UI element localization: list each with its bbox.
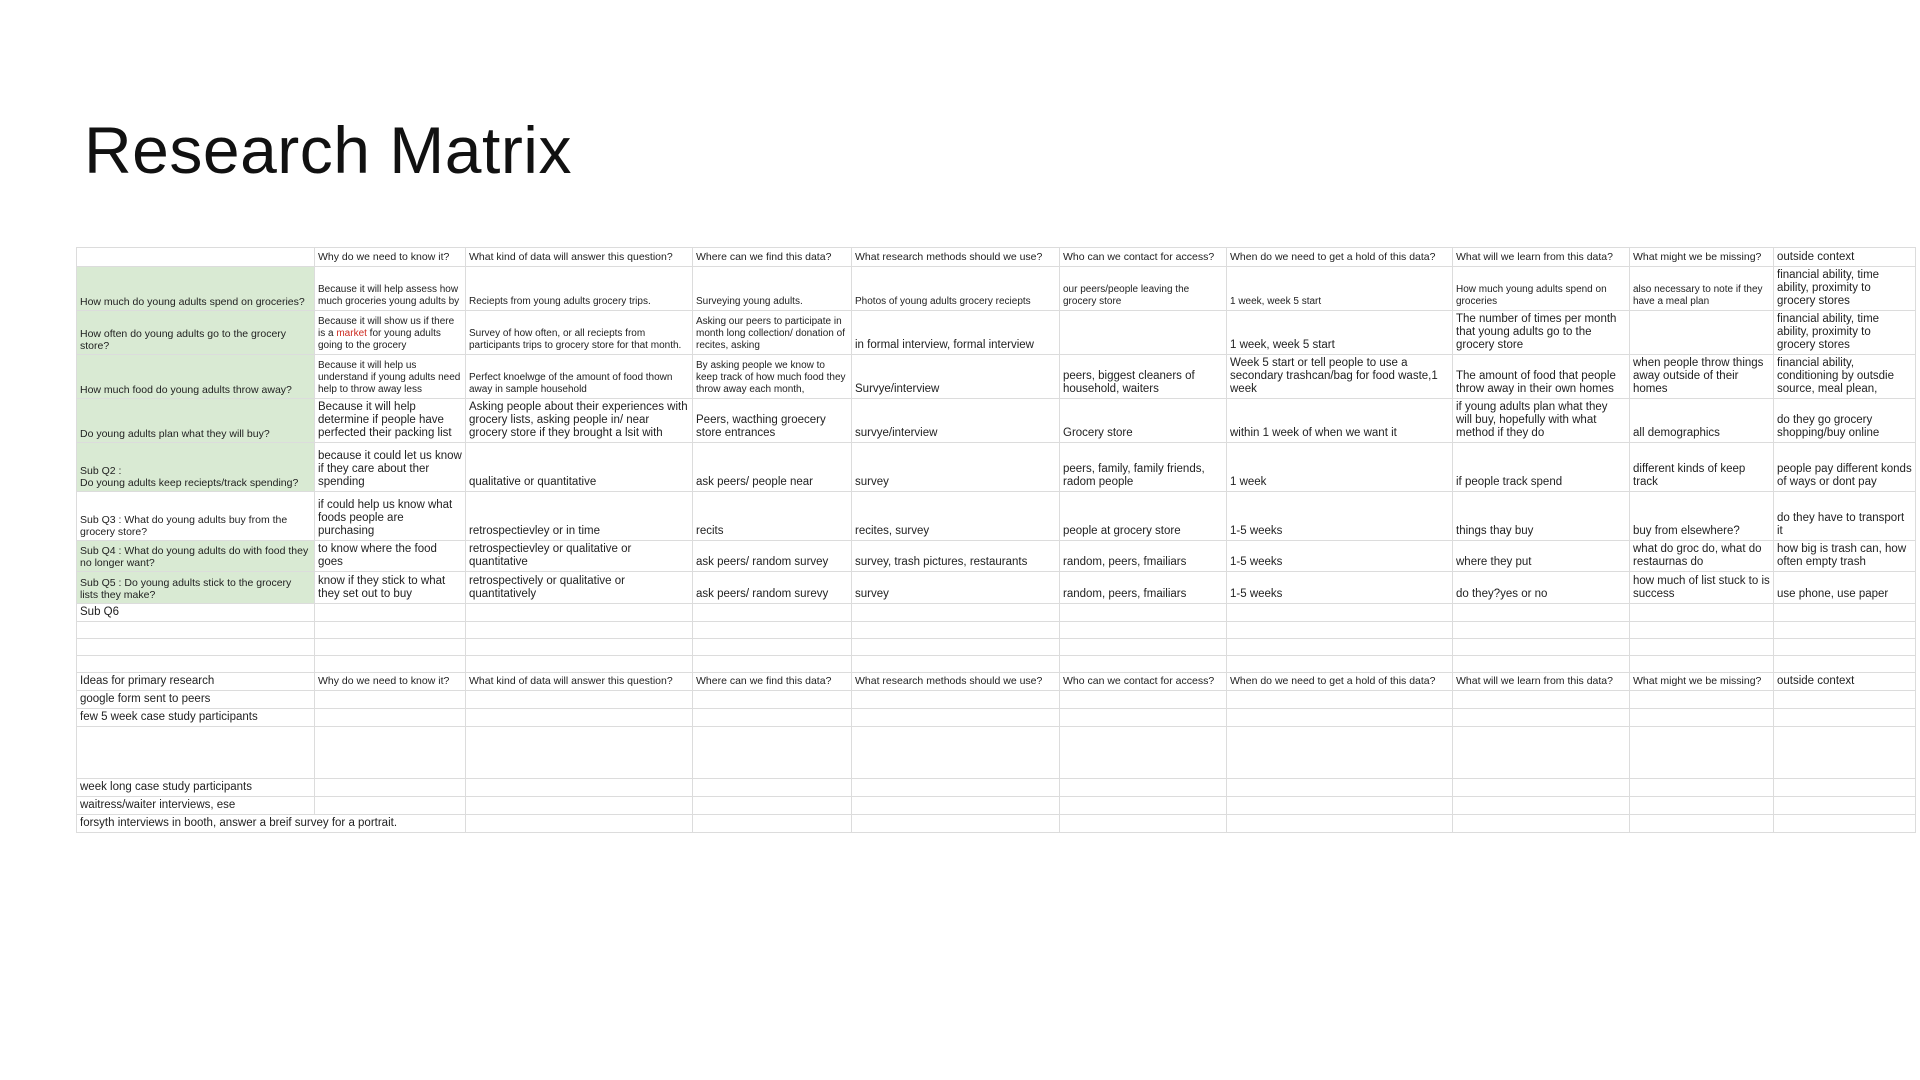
table-cell [1630, 639, 1774, 656]
table-cell: The amount of food that people throw away in their own homes [1453, 355, 1630, 399]
table-cell [1227, 779, 1453, 797]
table-cell [1453, 691, 1630, 709]
empty-row [77, 656, 1916, 673]
table-cell: survey [852, 443, 1060, 492]
table-cell [1453, 622, 1630, 639]
table-cell: 1-5 weeks [1227, 541, 1453, 572]
table-cell [852, 727, 1060, 779]
table-cell [1060, 815, 1227, 833]
table-cell: ask peers/ people near [693, 443, 852, 492]
table-cell [1227, 815, 1453, 833]
table-cell [1453, 727, 1630, 779]
table-cell [1227, 709, 1453, 727]
table-cell [1774, 267, 1916, 311]
table-cell: people pay different konds of ways or dont pay [1774, 443, 1916, 492]
table-cell [77, 639, 315, 656]
table-cell: use phone, use paper [1774, 572, 1916, 604]
table-cell: Photos of young adults grocery reciepts [852, 267, 1060, 311]
primary-idea: week long case study participants [77, 779, 315, 797]
primary-idea: google form sent to peers [77, 691, 315, 709]
question-cell: Sub Q4 : What do young adults do with food they no longer want? [77, 541, 315, 572]
table-cell [315, 399, 466, 443]
primary-idea: forsyth interviews in booth, answer a breif survey for a portrait. [77, 815, 466, 833]
table-cell [693, 815, 852, 833]
table-cell [852, 815, 1060, 833]
table-cell: 1 week, week 5 start [1227, 267, 1453, 311]
table-cell [1453, 709, 1630, 727]
table-cell [693, 779, 852, 797]
table-cell: because it could let us know if they care about ther spending [315, 443, 466, 492]
table-cell: recites, survey [852, 492, 1060, 541]
table-cell: if people track spend [1453, 443, 1630, 492]
table-cell: peers, family, family friends, radom people [1060, 443, 1227, 492]
cell-text: when people throw things away outside of their homes [1633, 357, 1764, 395]
table-cell [852, 656, 1060, 673]
table-cell [1060, 779, 1227, 797]
table-cell [1227, 727, 1453, 779]
table-cell [852, 691, 1060, 709]
table-cell [852, 709, 1060, 727]
table-cell: random, peers, fmailiars [1060, 572, 1227, 604]
table-cell [693, 639, 852, 656]
table-cell [315, 355, 466, 399]
question-cell: Sub Q3 : What do young adults buy from the grocery store? [77, 492, 315, 541]
cell-text-start: Because it will show us if there is a [318, 316, 455, 339]
table-cell [466, 797, 693, 815]
table-cell [1774, 656, 1916, 673]
cell-text: financial ability, time ability, proximity to grocery stores [1777, 269, 1880, 307]
primary-idea-row [77, 797, 1916, 815]
table-cell [1453, 399, 1630, 443]
table-cell [315, 604, 466, 622]
table-cell [1227, 639, 1453, 656]
cell-text: Because it will help determine if people have perfected their packing list [318, 401, 452, 439]
table-cell: Peers, wacthing groecery store entrances [693, 399, 852, 443]
table-cell [466, 656, 693, 673]
header-cell: Where can we find this data? [693, 248, 852, 267]
cell-text: if young adults plan what they will buy, hopefully with what method if they do [1456, 401, 1608, 439]
primary-idea-row [77, 709, 1916, 727]
table-cell [1227, 355, 1453, 399]
table-cell [852, 779, 1060, 797]
table-cell: qualitative or quantitative [466, 443, 693, 492]
empty-row [77, 622, 1916, 639]
table-header-row [77, 248, 1916, 267]
table-cell [1060, 656, 1227, 673]
table-row [77, 443, 1916, 492]
table-cell: How much young adults spend on groceries [1453, 267, 1630, 311]
table-row [77, 572, 1916, 604]
table-cell [1630, 691, 1774, 709]
table-cell [1774, 727, 1916, 779]
table-cell: within 1 week of when we want it [1227, 399, 1453, 443]
table-cell: recits [693, 492, 852, 541]
primary-research-header-row [77, 673, 1916, 691]
table-cell: Perfect knoelwge of the amount of food thown away in sample household [466, 355, 693, 399]
question-cell: How much do young adults spend on groceries? [77, 267, 315, 311]
table-cell [466, 779, 693, 797]
cell-text: The number of times per month that young adults go to the grocery store [1456, 313, 1617, 351]
table-cell [693, 622, 852, 639]
table-cell: know if they stick to what they set out to buy [315, 572, 466, 604]
table-cell: where they put [1453, 541, 1630, 572]
table-cell [1630, 797, 1774, 815]
table-cell [315, 639, 466, 656]
header-cell: When do we need to get a hold of this data? [1227, 673, 1453, 691]
table-cell: Reciepts from young adults grocery trips. [466, 267, 693, 311]
table-cell: what do groc do, what do restaurnas do [1630, 541, 1774, 572]
table-cell [1453, 604, 1630, 622]
table-cell [315, 797, 466, 815]
table-cell [1453, 815, 1630, 833]
table-cell: random, peers, fmailiars [1060, 541, 1227, 572]
table-cell: Survye/interview [852, 355, 1060, 399]
table-cell [315, 709, 466, 727]
table-cell [1774, 815, 1916, 833]
cell-text: Asking our peers to participate in month long collection/ donation of recites, asking [696, 316, 845, 351]
table-cell [1774, 604, 1916, 622]
table-cell [466, 639, 693, 656]
table-cell [1774, 779, 1916, 797]
table-cell [1453, 311, 1630, 355]
table-cell [852, 604, 1060, 622]
table-cell [693, 709, 852, 727]
cell-text: Asking people about their experiences with grocery lists, asking people in/ near grocery store if they brought a lsit with [469, 401, 688, 439]
table-cell: if could help us know what foods people are purchasing [315, 492, 466, 541]
cell-text: Because it will help us understand if young adults need help to throw away less [318, 360, 461, 395]
table-cell [466, 399, 693, 443]
table-cell [693, 727, 852, 779]
table-cell [1630, 727, 1774, 779]
table-row [77, 604, 1916, 622]
table-row [77, 311, 1916, 355]
table-cell: to know where the food goes [315, 541, 466, 572]
table-cell [1060, 604, 1227, 622]
table-cell: do they?yes or no [1453, 572, 1630, 604]
table-row [77, 541, 1916, 572]
table-cell [1227, 797, 1453, 815]
header-cell: What will we learn from this data? [1453, 248, 1630, 267]
table-cell [1453, 639, 1630, 656]
cell-text: Because it will help assess how much groceries young adults by [318, 284, 460, 307]
question-cell: How much food do young adults throw away? [77, 355, 315, 399]
table-cell [1630, 779, 1774, 797]
table-cell: ask peers/ random survey [693, 541, 852, 572]
cell-text-end: for young adults going to the grocery [318, 328, 441, 351]
table-cell [693, 797, 852, 815]
table-cell [1453, 656, 1630, 673]
table-cell [466, 604, 693, 622]
header-cell: What might we be missing? [1630, 248, 1774, 267]
table-cell [1774, 797, 1916, 815]
table-cell [1774, 622, 1916, 639]
table-cell [852, 622, 1060, 639]
table-cell [693, 355, 852, 399]
table-cell [466, 727, 693, 779]
table-cell [466, 709, 693, 727]
table-cell [1060, 639, 1227, 656]
slide-title: Research Matrix [84, 113, 572, 187]
table-cell [693, 604, 852, 622]
table-cell [466, 815, 693, 833]
table-row [77, 399, 1916, 443]
primary-idea: waitress/waiter interviews, ese [77, 797, 315, 815]
header-cell: Who can we contact for access? [1060, 248, 1227, 267]
table-cell: Surveying young adults. [693, 267, 852, 311]
table-cell [1774, 639, 1916, 656]
question-cell: How often do young adults go to the grocery store? [77, 311, 315, 355]
table-cell [1060, 691, 1227, 709]
table-cell [1060, 709, 1227, 727]
table-cell [1630, 656, 1774, 673]
primary-idea: few 5 week case study participants [77, 709, 315, 727]
table-cell: do they have to transport it [1774, 492, 1916, 541]
table-cell: 1-5 weeks [1227, 572, 1453, 604]
table-cell [1060, 311, 1227, 355]
table-cell [1630, 311, 1774, 355]
header-cell: Where can we find this data? [693, 673, 852, 691]
table-cell: people at grocery store [1060, 492, 1227, 541]
table-cell [1453, 797, 1630, 815]
table-row [77, 267, 1916, 311]
header-cell: Why do we need to know it? [315, 248, 466, 267]
table-cell [1227, 656, 1453, 673]
header-cell: What will we learn from this data? [1453, 673, 1630, 691]
research-matrix-table [76, 247, 1916, 833]
table-cell [77, 727, 315, 779]
table-cell [693, 656, 852, 673]
table-cell: all demographics [1630, 399, 1774, 443]
header-cell: What kind of data will answer this question? [466, 248, 693, 267]
question-cell: Sub Q6 [77, 604, 315, 622]
table-cell: also necessary to note if they have a meal plan [1630, 267, 1774, 311]
header-cell: What kind of data will answer this question? [466, 673, 693, 691]
table-cell [1227, 604, 1453, 622]
table-cell [466, 691, 693, 709]
table-cell: retrospectievley or in time [466, 492, 693, 541]
primary-research-label: Ideas for primary research [77, 673, 315, 691]
empty-row [77, 727, 1916, 779]
header-cell: When do we need to get a hold of this data? [1227, 248, 1453, 267]
table-cell [1630, 622, 1774, 639]
table-row [77, 355, 1916, 399]
table-cell [315, 691, 466, 709]
table-cell [1060, 727, 1227, 779]
primary-idea-row [77, 779, 1916, 797]
cell-text: financial ability, time ability, proximity to grocery stores [1777, 313, 1880, 351]
table-cell [1774, 709, 1916, 727]
table-cell: 1 week [1227, 443, 1453, 492]
cell-text: Survey of how often, or all reciepts from participants trips to grocery store for that month. [469, 328, 682, 351]
table-cell: how much of list stuck to is success [1630, 572, 1774, 604]
table-cell [1227, 622, 1453, 639]
table-cell: retrospectively or qualitative or quantitatively [466, 572, 693, 604]
table-cell [1060, 622, 1227, 639]
table-cell [693, 311, 852, 355]
cell-text: By asking people we know to keep track of how much food they throw away each month, [696, 360, 846, 395]
table-cell [1774, 311, 1916, 355]
cell-text: financial ability, conditioning by outsdie source, meal plean, [1777, 357, 1894, 395]
header-cell: What might we be missing? [1630, 673, 1774, 691]
table-cell: different kinds of keep track [1630, 443, 1774, 492]
table-cell [1227, 691, 1453, 709]
header-cell: What research methods should we use? [852, 248, 1060, 267]
table-cell: our peers/people leaving the grocery store [1060, 267, 1227, 311]
table-cell [315, 267, 466, 311]
table-cell [1060, 797, 1227, 815]
table-cell: survey [852, 572, 1060, 604]
empty-row [77, 639, 1916, 656]
table-cell [315, 656, 466, 673]
table-cell: things thay buy [1453, 492, 1630, 541]
table-cell [1630, 604, 1774, 622]
table-cell: Grocery store [1060, 399, 1227, 443]
table-cell [315, 779, 466, 797]
table-cell [1774, 355, 1916, 399]
header-cell: Who can we contact for access? [1060, 673, 1227, 691]
header-cell: outside context [1774, 673, 1916, 691]
table-cell [1630, 815, 1774, 833]
table-cell [315, 311, 466, 355]
table-cell: do they go grocery shopping/buy online [1774, 399, 1916, 443]
table-cell: retrospectievley or qualitative or quantitative [466, 541, 693, 572]
table-cell [77, 656, 315, 673]
table-cell [466, 311, 693, 355]
table-cell [1630, 709, 1774, 727]
table-cell [466, 622, 693, 639]
table-cell: buy from elsewhere? [1630, 492, 1774, 541]
question-cell: Sub Q5 : Do young adults stick to the grocery lists they make? [77, 572, 315, 604]
table-cell [852, 797, 1060, 815]
table-cell: survye/interview [852, 399, 1060, 443]
table-cell: 1 week, week 5 start [1227, 311, 1453, 355]
header-cell: What research methods should we use? [852, 673, 1060, 691]
table-cell [77, 622, 315, 639]
primary-idea-row [77, 691, 1916, 709]
table-cell [1453, 779, 1630, 797]
question-cell: Do young adults plan what they will buy? [77, 399, 315, 443]
primary-idea-row [77, 815, 1916, 833]
question-cell: Sub Q2 : Do young adults keep reciepts/track spending? [77, 443, 315, 492]
table-cell [852, 639, 1060, 656]
header-cell [77, 248, 315, 267]
table-cell [1630, 355, 1774, 399]
header-cell: Why do we need to know it? [315, 673, 466, 691]
table-cell [315, 622, 466, 639]
table-cell: peers, biggest cleaners of household, waiters [1060, 355, 1227, 399]
table-cell [1774, 691, 1916, 709]
header-cell: outside context [1774, 248, 1916, 267]
table-cell [315, 727, 466, 779]
table-cell: survey, trash pictures, restaurants [852, 541, 1060, 572]
table-cell [693, 691, 852, 709]
cell-text: Week 5 start or tell people to use a secondary trashcan/bag for food waste,1 week [1230, 357, 1438, 395]
table-cell: 1-5 weeks [1227, 492, 1453, 541]
table-row [77, 492, 1916, 541]
table-cell: ask peers/ random surevy [693, 572, 852, 604]
table-cell: how big is trash can, how often empty trash [1774, 541, 1916, 572]
cell-text [318, 316, 462, 352]
table-cell: in formal interview, formal interview [852, 311, 1060, 355]
market-word: market [336, 328, 367, 339]
